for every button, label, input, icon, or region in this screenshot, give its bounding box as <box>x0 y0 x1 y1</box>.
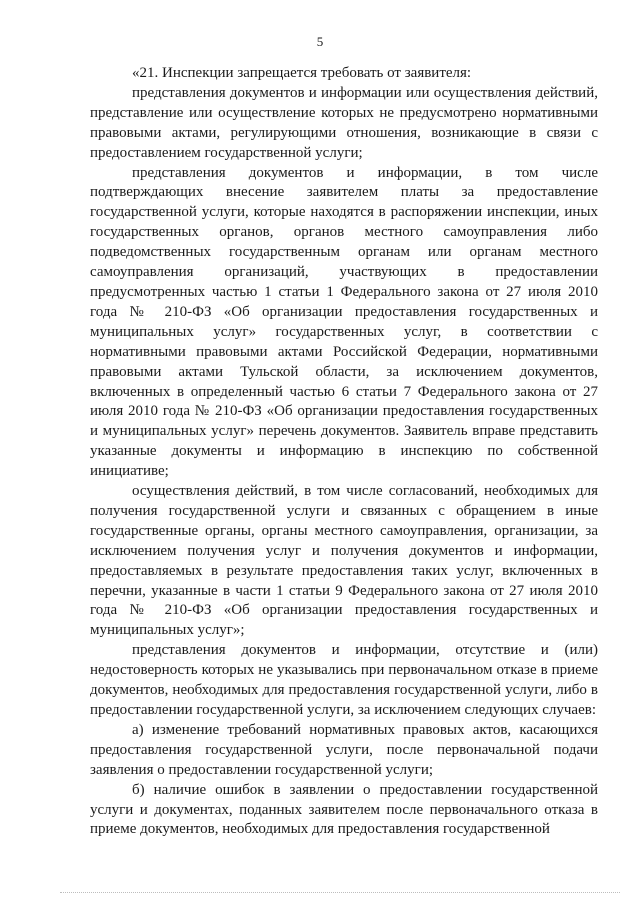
paragraph-documents-in-possession: представления документов и информации, в том числе подтверждающих внесение заявителем платы за предоставление государственной услуги, которые находятся в распоряжении инспекции, иных государственных органов, органов местного самоуправления либо подведомственных государственным органам или органам местного самоуправления организаций, участвующих в предоставлении предусмотренных частью 1 статьи 1 Федерального закона от 27 июля 2010 года № 210-ФЗ «Об организации предоставления государственных и муниципальных услуг» государственных услуг, в соответствии с нормативными правовыми актами Российской Федерации, нормативными правовыми актами Тульской области, за исключением документов, включенных в определенный частью 6 статьи 7 Федерального закона от 27 июля 2010 года № 210-ФЗ «Об организации предоставления государственных и муниципальных услуг» перечень документов. Заявитель вправе представить указанные документы и информацию в инспекцию по собственной инициативе; <box>90 164 598 480</box>
scan-artifact-line <box>60 888 620 893</box>
page-number: 5 <box>316 34 324 49</box>
paragraph-actions-approvals: осуществления действий, в том числе согласований, необходимых для получения государственной услуги и связанных с обращением в иные государственные органы, органы местного самоуправления, организации, за исключением получения услуг и получения документов и информации, предоставляемых в результате предоставления таких услуг, включенных в перечни, указанные в части 1 статьи 9 Федерального закона от 27 июля 2010 года № 210-ФЗ «Об организации предоставления государственных и муниципальных услуг»; <box>90 483 598 639</box>
paragraph-missing-documents: представления документов и информации, отсутствие и (или) недостоверность которых не указывались при первоначальном отказе в приеме документов, необходимых для предоставления государственной услуги, либо в предоставлении государственной услуги, за исключением следующих случаев: <box>90 642 598 718</box>
document-body <box>90 64 598 840</box>
paragraph-item-21-intro: «21. Инспекции запрещается требовать от заявителя: <box>132 65 472 81</box>
paragraph-case-b: б) наличие ошибок в заявлении о предоставлении государственной услуги и документах, поданных заявителем после первоначального отказа в приеме документов, необходимых для предоставления государственной <box>90 781 598 838</box>
paragraph-case-a: а) изменение требований нормативных правовых актов, касающихся предоставления государственной услуги, после первоначальной подачи заявления о предоставлении государственной услуги; <box>90 721 598 778</box>
paragraph-documents-not-required: представления документов и информации или осуществления действий, представление или осуществление которых не предусмотрено нормативными правовыми актами, регулирующими отношения, возникающие в связи с предоставлением государственной услуги; <box>90 84 598 161</box>
